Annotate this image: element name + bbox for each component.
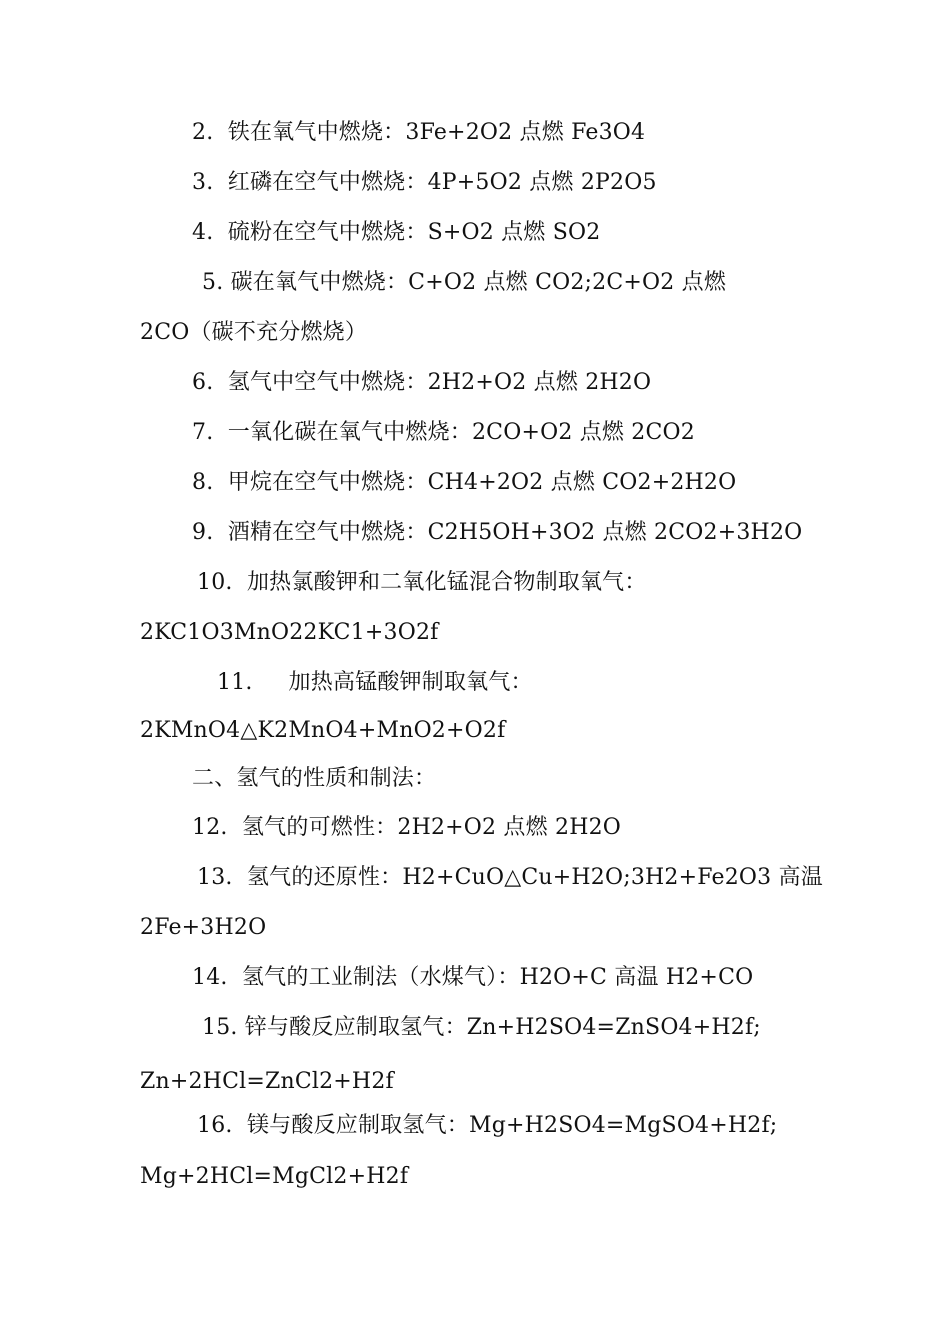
item-7-line: 7. 一氧化碳在氧气中燃烧：2CO+O2 点燃 2CO2 [192, 420, 695, 445]
item-5-continuation: 2CO（碳不充分燃烧） [140, 320, 368, 345]
item-8-line: 8. 甲烷在空气中燃烧：CH4+2O2 点燃 CO2+2H2O [192, 470, 737, 495]
item-15-continuation: Zn+2HCl=ZnCl2+H2f [140, 1069, 394, 1094]
item-5-line: 5. 碳在氧气中燃烧：C+O2 点燃 CO2;2C+O2 点燃 [202, 270, 727, 295]
item-13-continuation: 2Fe+3H2O [140, 915, 267, 940]
item-2-line: 2. 铁在氧气中燃烧：3Fe+2O2 点燃 Fe3O4 [192, 120, 646, 145]
item-9-line: 9. 酒精在空气中燃烧：C2H5OH+3O2 点燃 2CO2+3H2O [192, 520, 803, 545]
item-6-line: 6. 氢气中空气中燃烧：2H2+O2 点燃 2H2O [192, 370, 652, 395]
item-11-equation: 2KMnO4△K2MnO4+MnO2+O2f [140, 718, 506, 743]
item-10-line: 10. 加热氯酸钾和二氧化锰混合物制取氧气： [197, 570, 647, 595]
item-10-equation: 2KC1O3MnO22KC1+3O2f [140, 620, 439, 645]
item-16-line: 16. 镁与酸反应制取氢气：Mg+H2SO4=MgSO4+H2f; [197, 1113, 778, 1138]
item-16-continuation: Mg+2HCl=MgCl2+H2f [140, 1164, 409, 1189]
section-heading: 二、氢气的性质和制法： [192, 766, 437, 791]
item-12-line: 12. 氢气的可燃性：2H2+O2 点燃 2H2O [192, 815, 622, 840]
item-14-line: 14. 氢气的工业制法（水煤气）：H2O+C 高温 H2+CO [192, 965, 754, 990]
item-13-line: 13. 氢气的还原性：H2+CuO△Cu+H2O;3H2+Fe2O3 高温 [197, 865, 823, 890]
item-11-line: 11. 加热高锰酸钾制取氧气： [217, 670, 533, 695]
item-15-line: 15. 锌与酸反应制取氢气：Zn+H2SO4=ZnSO4+H2f; [202, 1015, 761, 1040]
item-3-line: 3. 红磷在空气中燃烧：4P+5O2 点燃 2P2O5 [192, 170, 657, 195]
item-4-line: 4. 硫粉在空气中燃烧：S+O2 点燃 SO2 [192, 220, 601, 245]
